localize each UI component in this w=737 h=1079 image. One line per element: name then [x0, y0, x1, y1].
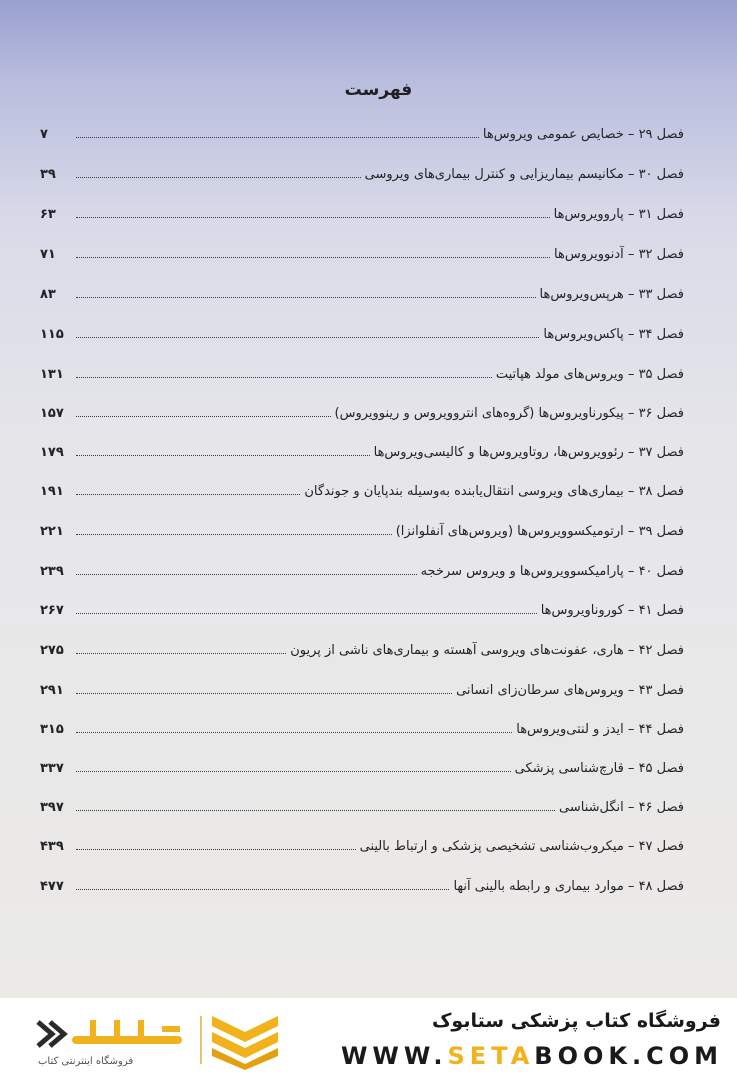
- toc-entry-label: فصل ۴۲ – هاری، عفونت‌های ویروسی آهسته و بیماری‌های ناشی از پریون: [290, 643, 684, 658]
- toc-entry: [40, 746, 684, 776]
- toc-entry-page: ۲۶۷: [40, 603, 64, 618]
- toc-leader-dots: [76, 849, 356, 850]
- toc-entry: [40, 272, 684, 302]
- toc-entry: [40, 312, 684, 342]
- toc-entry-label: فصل ۴۳ – ویروس‌های سرطان‌زای انسانی: [456, 683, 684, 698]
- toc-leader-dots: [76, 377, 492, 378]
- toc-entry: [40, 707, 684, 737]
- website-url[interactable]: [341, 1042, 723, 1070]
- toc-entry-label: فصل ۴۰ – پارامیکسوویروس‌ها و ویروس سرخجه: [420, 564, 684, 579]
- toc-entry: [40, 588, 684, 618]
- toc-entry-page: ۳۹: [40, 167, 56, 182]
- toc-entry-label: فصل ۳۵ – ویروس‌های مولد هپاتیت: [495, 367, 684, 382]
- wordmark-shape-icon: [28, 1012, 188, 1056]
- toc-entry: [40, 864, 684, 894]
- toc-entry-page: ۲۳۹: [40, 564, 64, 579]
- toc-entry: [40, 192, 684, 222]
- toc-entry: [40, 112, 684, 142]
- toc-entry: [40, 352, 684, 382]
- logo-tagline: فروشگاه اینترنتی کتاب: [38, 1056, 134, 1067]
- toc-leader-dots: [76, 217, 550, 218]
- toc-entry-page: ۱۵۷: [40, 406, 64, 421]
- toc-entry-page: ۴۷۷: [40, 879, 64, 894]
- toc-entry-label: فصل ۲۹ – خصایص عمومی ویروس‌ها: [482, 127, 684, 142]
- toc-entry-label: فصل ۴۶ – انگل‌شناسی: [559, 800, 684, 815]
- toc-leader-dots: [76, 693, 452, 694]
- toc-leader-dots: [76, 337, 539, 338]
- toc-entry-page: ۱۹۱: [40, 484, 64, 499]
- toc-entry: [40, 391, 684, 421]
- table-of-contents: [40, 112, 684, 892]
- toc-entry: [40, 824, 684, 854]
- toc-entry: [40, 785, 684, 815]
- toc-entry-label: فصل ۳۶ – پیکورناویروس‌ها (گروه‌های انتروویروس و رینوویروس): [334, 406, 684, 421]
- toc-leader-dots: [76, 732, 512, 733]
- setabook-chevron-logo-icon: [210, 1012, 280, 1070]
- toc-entry-label: فصل ۴۸ – موارد بیماری و رابطه بالینی آنها: [453, 879, 684, 894]
- toc-entry-page: ۱۱۵: [40, 327, 64, 342]
- url-suffix: BOOK.COM: [534, 1042, 723, 1070]
- toc-entry: [40, 152, 684, 182]
- toc-entry-label: فصل ۳۹ – ارتومیکسوویروس‌ها (ویروس‌های آنفلوانزا): [395, 524, 684, 539]
- toc-leader-dots: [76, 613, 537, 614]
- toc-leader-dots: [76, 653, 286, 654]
- toc-entry: [40, 549, 684, 579]
- toc-entry-page: ۳۹۷: [40, 800, 64, 815]
- toc-title: فهرست: [344, 80, 413, 100]
- toc-entry-label: فصل ۳۸ – بیماری‌های ویروسی انتقال‌یابنده به‌وسیله بندپایان و جوندگان: [304, 484, 684, 499]
- toc-entry-page: ۴۳۹: [40, 839, 64, 854]
- toc-entry-label: فصل ۳۰ – مکانیسم بیماریزایی و کنترل بیماری‌های ویروسی: [364, 167, 684, 182]
- toc-entry-label: فصل ۳۴ – پاکس‌ویروس‌ها: [543, 327, 684, 342]
- toc-entry-page: ۷: [40, 127, 48, 142]
- toc-entry: [40, 668, 684, 698]
- toc-leader-dots: [76, 534, 392, 535]
- url-accent: SETA: [447, 1042, 535, 1070]
- toc-leader-dots: [76, 297, 536, 298]
- toc-leader-dots: [76, 416, 331, 417]
- toc-entry: [40, 232, 684, 262]
- toc-leader-dots: [76, 494, 300, 495]
- toc-entry-label: فصل ۴۷ – میکروب‌شناسی تشخیصی پزشکی و ارتباط بالینی: [359, 839, 684, 854]
- toc-entry-page: ۲۹۱: [40, 683, 64, 698]
- toc-entry-label: فصل ۳۱ – پاروویروس‌ها: [553, 207, 684, 222]
- url-prefix: WWW.: [340, 1042, 448, 1070]
- toc-entry-page: ۶۳: [40, 207, 56, 222]
- toc-entry: [40, 430, 684, 460]
- toc-entry-page: ۲۷۵: [40, 643, 64, 658]
- footer-banner: [0, 998, 737, 1079]
- footer-divider: [200, 1016, 202, 1064]
- toc-entry-page: ۳۳۷: [40, 761, 64, 776]
- toc-leader-dots: [76, 455, 370, 456]
- toc-entry-label: فصل ۳۳ – هرپس‌ویروس‌ها: [539, 287, 684, 302]
- toc-leader-dots: [76, 137, 479, 138]
- toc-leader-dots: [76, 889, 449, 890]
- toc-entry-page: ۱۳۱: [40, 367, 64, 382]
- toc-leader-dots: [76, 177, 361, 178]
- toc-entry-label: فصل ۴۵ – قارچ‌شناسی پزشکی: [514, 761, 684, 776]
- toc-entry-page: ۲۲۱: [40, 524, 64, 539]
- toc-entry-page: ۳۱۵: [40, 722, 64, 737]
- toc-entry: [40, 469, 684, 499]
- store-name: فروشگاه کتاب پزشکی ستابوک: [431, 1010, 721, 1032]
- toc-leader-dots: [76, 810, 555, 811]
- toc-entry-label: فصل ۴۱ – کوروناویروس‌ها: [540, 603, 684, 618]
- toc-leader-dots: [76, 771, 511, 772]
- toc-leader-dots: [76, 574, 417, 575]
- toc-entry-page: ۱۷۹: [40, 445, 64, 460]
- toc-entry-label: فصل ۳۷ – رئوویروس‌ها، روتاویروس‌ها و کالیسی‌ویروس‌ها: [373, 445, 684, 460]
- toc-entry: [40, 509, 684, 539]
- toc-entry-page: ۷۱: [40, 247, 56, 262]
- toc-entry: [40, 628, 684, 658]
- toc-entry-label: فصل ۳۲ – آدنوویروس‌ها: [554, 247, 684, 262]
- toc-entry-page: ۸۳: [40, 287, 56, 302]
- toc-entry-label: فصل ۴۴ – ایدز و لنتی‌ویروس‌ها: [516, 722, 684, 737]
- toc-leader-dots: [76, 257, 550, 258]
